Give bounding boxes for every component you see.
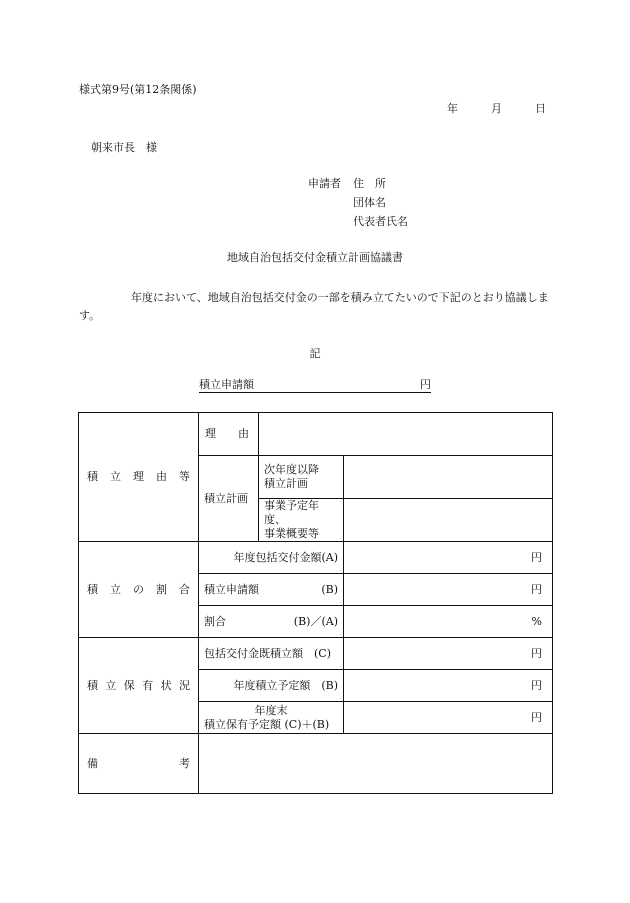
existing-reserve-label: 包括交付金既積立額 (C) <box>199 638 344 670</box>
date-day: 日 <box>535 102 546 115</box>
year-end-holdings-label: 年度末 積立保有予定額 (C)＋(B) <box>199 702 344 734</box>
section-reason-label: 積立理由等 <box>79 413 199 542</box>
form-number: 様式第9号(第12条関係) <box>79 83 197 96</box>
applicant-label: 申請者 <box>308 177 341 190</box>
next-year-plan-field[interactable] <box>344 456 553 499</box>
date-year: 年 <box>447 102 458 115</box>
address-label: 住 所 <box>353 177 386 190</box>
representative-label: 代表者氏名 <box>353 215 408 228</box>
ratio-field[interactable]: % <box>344 606 553 638</box>
plan-label: 積立計画 <box>199 456 259 542</box>
apply-amount-label: 積立申請額 (B) <box>199 574 344 606</box>
project-overview-label: 事業予定年度、 事業概要等 <box>259 499 344 542</box>
addressee: 朝来市長 様 <box>91 141 157 154</box>
date-line <box>447 100 546 116</box>
ratio-label: 割合 (B)／(A) <box>199 606 344 638</box>
planned-reserve-field[interactable]: 円 <box>344 670 553 702</box>
planned-reserve-label: 年度積立予定額 (B) <box>199 670 344 702</box>
annual-grant-label: 年度包括交付金額(A) <box>199 542 344 574</box>
date-month: 月 <box>491 102 502 115</box>
reason-field[interactable] <box>259 413 553 456</box>
remarks-label: 備 考 <box>79 734 199 794</box>
body-text: 年度において、地域自治包括交付金の一部を積み立てたいので下記のとおり協議します。 <box>79 291 549 322</box>
application-amount-label: 積立申請額 <box>199 378 254 391</box>
project-overview-field[interactable] <box>344 499 553 542</box>
next-year-plan-label: 次年度以降 積立計画 <box>259 456 344 499</box>
section-holdings-label: 積立保有状況 <box>79 638 199 734</box>
existing-reserve-field[interactable]: 円 <box>344 638 553 670</box>
ki-heading: 記 <box>309 347 321 360</box>
plan-table <box>78 412 553 794</box>
group-name-label: 団体名 <box>353 196 386 209</box>
application-amount-line <box>199 378 431 393</box>
section-ratio-label: 積立の割合 <box>79 542 199 638</box>
apply-amount-field[interactable]: 円 <box>344 574 553 606</box>
document-title: 地域自治包括交付金積立計画協議書 <box>227 251 403 264</box>
remarks-field[interactable] <box>199 734 553 794</box>
reason-label: 理 由 <box>199 413 259 456</box>
annual-grant-field[interactable]: 円 <box>344 542 553 574</box>
application-amount-unit: 円 <box>420 378 431 391</box>
year-end-holdings-field[interactable]: 円 <box>344 702 553 734</box>
